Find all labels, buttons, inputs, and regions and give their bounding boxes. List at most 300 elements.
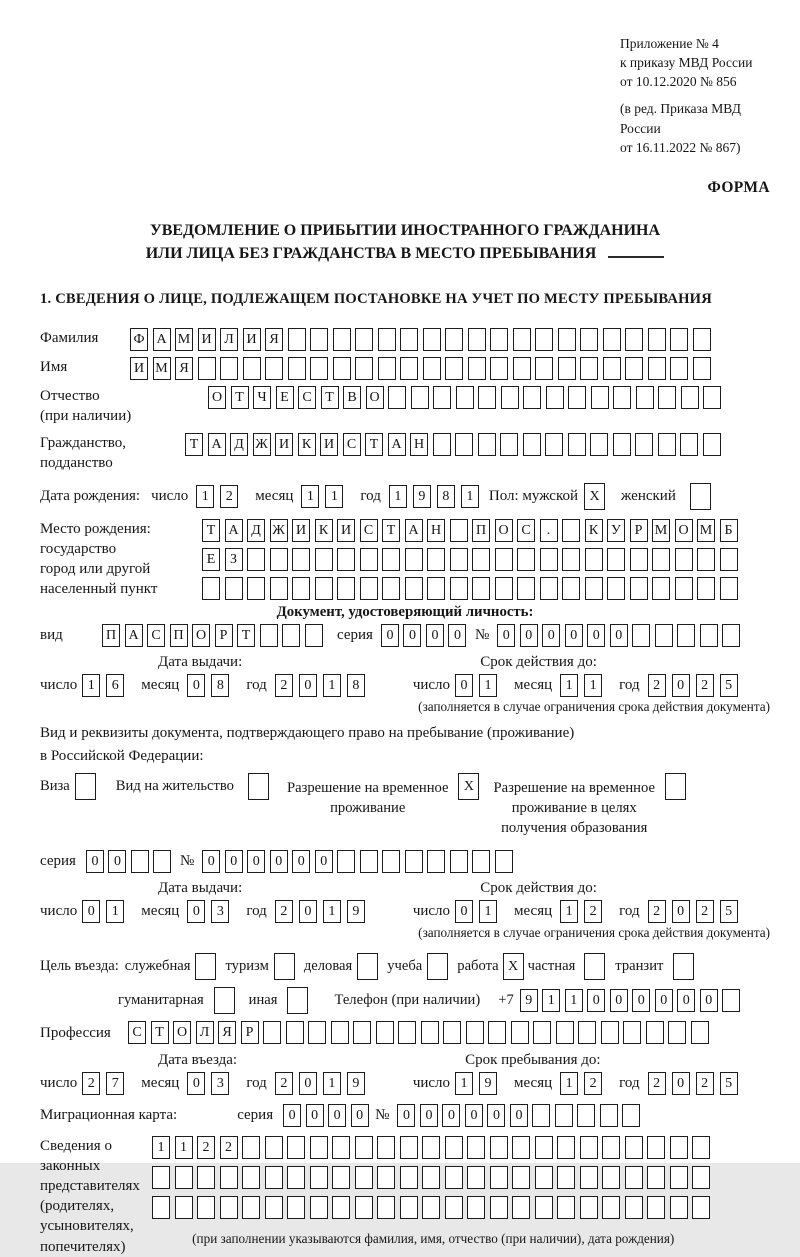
char-box[interactable] bbox=[175, 1166, 193, 1189]
char-box[interactable] bbox=[270, 577, 288, 600]
char-box[interactable] bbox=[360, 577, 378, 600]
char-box[interactable] bbox=[400, 1136, 418, 1159]
char-box[interactable]: И bbox=[243, 328, 261, 351]
char-box[interactable]: О bbox=[675, 519, 693, 542]
purpose-tourism-checkbox[interactable] bbox=[274, 953, 295, 980]
char-box[interactable] bbox=[131, 850, 149, 873]
char-box[interactable] bbox=[332, 1166, 350, 1189]
char-box[interactable] bbox=[337, 548, 355, 571]
char-box[interactable]: С bbox=[298, 386, 316, 409]
char-box[interactable] bbox=[580, 328, 598, 351]
char-box[interactable]: 0 bbox=[328, 1104, 346, 1127]
char-box[interactable] bbox=[405, 548, 423, 571]
char-box[interactable]: 1 bbox=[560, 674, 578, 697]
char-box[interactable] bbox=[400, 1166, 418, 1189]
char-box[interactable]: П bbox=[102, 624, 120, 647]
char-box[interactable] bbox=[532, 1104, 550, 1127]
char-box[interactable] bbox=[270, 548, 288, 571]
char-box[interactable] bbox=[697, 548, 715, 571]
char-box[interactable]: 0 bbox=[283, 1104, 301, 1127]
char-box[interactable] bbox=[382, 577, 400, 600]
female-checkbox[interactable] bbox=[690, 483, 711, 510]
char-box[interactable]: 1 bbox=[584, 674, 602, 697]
char-box[interactable] bbox=[382, 548, 400, 571]
char-box[interactable] bbox=[668, 1021, 686, 1044]
char-box[interactable] bbox=[377, 1166, 395, 1189]
char-box[interactable]: 1 bbox=[106, 900, 124, 923]
char-box[interactable] bbox=[652, 577, 670, 600]
char-box[interactable] bbox=[585, 577, 603, 600]
char-box[interactable] bbox=[337, 850, 355, 873]
purpose-private-checkbox[interactable] bbox=[584, 953, 605, 980]
char-box[interactable]: Т bbox=[382, 519, 400, 542]
char-box[interactable]: 0 bbox=[700, 989, 718, 1012]
char-box[interactable]: 1 bbox=[479, 674, 497, 697]
char-box[interactable]: 2 bbox=[648, 674, 666, 697]
char-box[interactable] bbox=[635, 433, 653, 456]
char-box[interactable] bbox=[456, 386, 474, 409]
char-box[interactable] bbox=[472, 577, 490, 600]
char-box[interactable]: 9 bbox=[347, 900, 365, 923]
char-box[interactable]: 9 bbox=[413, 485, 431, 508]
char-box[interactable] bbox=[558, 357, 576, 380]
char-box[interactable]: 0 bbox=[426, 624, 444, 647]
char-box[interactable]: И bbox=[275, 433, 293, 456]
char-box[interactable]: Б bbox=[720, 519, 738, 542]
char-box[interactable] bbox=[591, 386, 609, 409]
char-box[interactable]: 0 bbox=[610, 624, 628, 647]
char-box[interactable]: Л bbox=[220, 328, 238, 351]
male-checkbox[interactable]: X bbox=[584, 483, 605, 510]
char-box[interactable] bbox=[535, 357, 553, 380]
char-box[interactable]: 2 bbox=[197, 1136, 215, 1159]
char-box[interactable]: О bbox=[366, 386, 384, 409]
char-box[interactable]: У bbox=[607, 519, 625, 542]
char-box[interactable] bbox=[517, 548, 535, 571]
char-box[interactable]: Т bbox=[151, 1021, 169, 1044]
char-box[interactable]: И bbox=[198, 328, 216, 351]
char-box[interactable] bbox=[443, 1021, 461, 1044]
char-box[interactable] bbox=[472, 850, 490, 873]
char-box[interactable] bbox=[590, 433, 608, 456]
char-box[interactable] bbox=[535, 1136, 553, 1159]
char-box[interactable]: С bbox=[360, 519, 378, 542]
char-box[interactable]: 2 bbox=[696, 900, 714, 923]
char-box[interactable]: 0 bbox=[587, 989, 605, 1012]
char-box[interactable]: Т bbox=[365, 433, 383, 456]
char-box[interactable] bbox=[478, 386, 496, 409]
char-box[interactable]: 1 bbox=[196, 485, 214, 508]
char-box[interactable] bbox=[445, 1166, 463, 1189]
char-box[interactable]: Ф bbox=[130, 328, 148, 351]
edu-residence-permit-checkbox[interactable] bbox=[665, 773, 686, 800]
char-box[interactable] bbox=[622, 1104, 640, 1127]
char-box[interactable] bbox=[333, 328, 351, 351]
char-box[interactable] bbox=[247, 577, 265, 600]
char-box[interactable]: 0 bbox=[442, 1104, 460, 1127]
char-box[interactable] bbox=[513, 328, 531, 351]
char-box[interactable] bbox=[693, 328, 711, 351]
char-box[interactable] bbox=[540, 548, 558, 571]
char-box[interactable] bbox=[607, 577, 625, 600]
char-box[interactable] bbox=[287, 1136, 305, 1159]
char-box[interactable] bbox=[703, 386, 721, 409]
char-box[interactable]: 1 bbox=[542, 989, 560, 1012]
char-box[interactable]: 1 bbox=[323, 1072, 341, 1095]
char-box[interactable] bbox=[677, 624, 695, 647]
char-box[interactable]: А bbox=[125, 624, 143, 647]
char-box[interactable]: 2 bbox=[82, 1072, 100, 1095]
char-box[interactable]: 0 bbox=[108, 850, 126, 873]
char-box[interactable] bbox=[556, 1021, 574, 1044]
char-box[interactable] bbox=[625, 357, 643, 380]
char-box[interactable] bbox=[607, 548, 625, 571]
char-box[interactable] bbox=[287, 1166, 305, 1189]
char-box[interactable] bbox=[697, 577, 715, 600]
purpose-work-checkbox[interactable]: X bbox=[503, 953, 524, 980]
char-box[interactable]: 5 bbox=[720, 1072, 738, 1095]
char-box[interactable]: 2 bbox=[220, 485, 238, 508]
char-box[interactable]: И bbox=[292, 519, 310, 542]
char-box[interactable] bbox=[675, 548, 693, 571]
char-box[interactable] bbox=[455, 433, 473, 456]
char-box[interactable] bbox=[468, 357, 486, 380]
char-box[interactable] bbox=[333, 357, 351, 380]
char-box[interactable] bbox=[427, 548, 445, 571]
char-box[interactable]: Р bbox=[241, 1021, 259, 1044]
char-box[interactable] bbox=[670, 1196, 688, 1219]
char-box[interactable]: 1 bbox=[560, 900, 578, 923]
char-box[interactable] bbox=[648, 357, 666, 380]
char-box[interactable] bbox=[562, 519, 580, 542]
char-box[interactable]: П bbox=[472, 519, 490, 542]
char-box[interactable] bbox=[315, 548, 333, 571]
char-box[interactable] bbox=[292, 548, 310, 571]
char-box[interactable] bbox=[580, 1136, 598, 1159]
char-box[interactable] bbox=[265, 357, 283, 380]
char-box[interactable]: 0 bbox=[420, 1104, 438, 1127]
char-box[interactable] bbox=[263, 1021, 281, 1044]
char-box[interactable] bbox=[467, 1136, 485, 1159]
char-box[interactable]: 0 bbox=[587, 624, 605, 647]
char-box[interactable] bbox=[495, 850, 513, 873]
char-box[interactable] bbox=[720, 548, 738, 571]
char-box[interactable] bbox=[220, 357, 238, 380]
char-box[interactable] bbox=[577, 1104, 595, 1127]
char-box[interactable] bbox=[722, 989, 740, 1012]
char-box[interactable]: Т bbox=[202, 519, 220, 542]
char-box[interactable] bbox=[445, 1136, 463, 1159]
char-box[interactable] bbox=[495, 548, 513, 571]
char-box[interactable] bbox=[152, 1196, 170, 1219]
char-box[interactable]: 1 bbox=[152, 1136, 170, 1159]
char-box[interactable]: Ж bbox=[253, 433, 271, 456]
char-box[interactable]: 0 bbox=[465, 1104, 483, 1127]
char-box[interactable] bbox=[490, 1136, 508, 1159]
char-box[interactable] bbox=[720, 577, 738, 600]
char-box[interactable] bbox=[398, 1021, 416, 1044]
purpose-humanitarian-checkbox[interactable] bbox=[214, 987, 235, 1014]
char-box[interactable] bbox=[652, 548, 670, 571]
char-box[interactable] bbox=[423, 357, 441, 380]
char-box[interactable] bbox=[360, 548, 378, 571]
char-box[interactable] bbox=[427, 850, 445, 873]
char-box[interactable]: 1 bbox=[479, 900, 497, 923]
char-box[interactable] bbox=[225, 577, 243, 600]
char-box[interactable]: 1 bbox=[323, 900, 341, 923]
char-box[interactable] bbox=[692, 1196, 710, 1219]
char-box[interactable] bbox=[378, 328, 396, 351]
char-box[interactable]: . bbox=[540, 519, 558, 542]
char-box[interactable] bbox=[646, 1021, 664, 1044]
char-box[interactable]: 2 bbox=[648, 900, 666, 923]
char-box[interactable] bbox=[242, 1136, 260, 1159]
char-box[interactable] bbox=[445, 328, 463, 351]
char-box[interactable]: 0 bbox=[565, 624, 583, 647]
char-box[interactable] bbox=[512, 1196, 530, 1219]
char-box[interactable] bbox=[580, 1196, 598, 1219]
char-box[interactable] bbox=[445, 1196, 463, 1219]
char-box[interactable] bbox=[501, 386, 519, 409]
char-box[interactable] bbox=[355, 1196, 373, 1219]
char-box[interactable]: Д bbox=[230, 433, 248, 456]
char-box[interactable]: С bbox=[128, 1021, 146, 1044]
char-box[interactable]: 2 bbox=[584, 900, 602, 923]
char-box[interactable] bbox=[500, 433, 518, 456]
char-box[interactable] bbox=[490, 1166, 508, 1189]
char-box[interactable]: 0 bbox=[455, 674, 473, 697]
char-box[interactable]: К bbox=[298, 433, 316, 456]
char-box[interactable] bbox=[647, 1136, 665, 1159]
char-box[interactable]: 0 bbox=[397, 1104, 415, 1127]
char-box[interactable] bbox=[282, 624, 300, 647]
char-box[interactable] bbox=[523, 386, 541, 409]
char-box[interactable] bbox=[603, 328, 621, 351]
purpose-study-checkbox[interactable] bbox=[427, 953, 448, 980]
char-box[interactable]: О bbox=[208, 386, 226, 409]
char-box[interactable]: 9 bbox=[347, 1072, 365, 1095]
char-box[interactable]: 0 bbox=[672, 1072, 690, 1095]
char-box[interactable] bbox=[288, 357, 306, 380]
char-box[interactable] bbox=[478, 433, 496, 456]
char-box[interactable]: 0 bbox=[270, 850, 288, 873]
char-box[interactable]: 0 bbox=[487, 1104, 505, 1127]
char-box[interactable] bbox=[355, 357, 373, 380]
char-box[interactable] bbox=[495, 577, 513, 600]
char-box[interactable] bbox=[400, 1196, 418, 1219]
purpose-transit-checkbox[interactable] bbox=[673, 953, 694, 980]
char-box[interactable] bbox=[355, 1136, 373, 1159]
char-box[interactable] bbox=[382, 850, 400, 873]
char-box[interactable] bbox=[580, 357, 598, 380]
char-box[interactable] bbox=[337, 577, 355, 600]
char-box[interactable] bbox=[585, 548, 603, 571]
char-box[interactable]: Т bbox=[231, 386, 249, 409]
char-box[interactable] bbox=[305, 624, 323, 647]
char-box[interactable]: 0 bbox=[520, 624, 538, 647]
char-box[interactable]: Л bbox=[196, 1021, 214, 1044]
char-box[interactable]: Т bbox=[185, 433, 203, 456]
char-box[interactable]: С bbox=[517, 519, 535, 542]
char-box[interactable]: М bbox=[652, 519, 670, 542]
char-box[interactable] bbox=[703, 433, 721, 456]
char-box[interactable]: 3 bbox=[211, 900, 229, 923]
char-box[interactable] bbox=[601, 1021, 619, 1044]
char-box[interactable]: 1 bbox=[461, 485, 479, 508]
char-box[interactable]: 0 bbox=[351, 1104, 369, 1127]
char-box[interactable] bbox=[513, 357, 531, 380]
char-box[interactable]: Д bbox=[247, 519, 265, 542]
char-box[interactable] bbox=[625, 1136, 643, 1159]
char-box[interactable] bbox=[691, 1021, 709, 1044]
char-box[interactable]: И bbox=[130, 357, 148, 380]
char-box[interactable]: 0 bbox=[381, 624, 399, 647]
char-box[interactable] bbox=[152, 1166, 170, 1189]
char-box[interactable] bbox=[625, 328, 643, 351]
char-box[interactable]: 0 bbox=[86, 850, 104, 873]
char-box[interactable]: О bbox=[173, 1021, 191, 1044]
char-box[interactable]: 2 bbox=[648, 1072, 666, 1095]
char-box[interactable]: Я bbox=[218, 1021, 236, 1044]
char-box[interactable] bbox=[670, 328, 688, 351]
char-box[interactable] bbox=[625, 1166, 643, 1189]
char-box[interactable] bbox=[632, 624, 650, 647]
char-box[interactable] bbox=[421, 1021, 439, 1044]
char-box[interactable]: Н bbox=[427, 519, 445, 542]
char-box[interactable]: М bbox=[175, 328, 193, 351]
char-box[interactable] bbox=[310, 328, 328, 351]
char-box[interactable]: К bbox=[315, 519, 333, 542]
char-box[interactable]: 0 bbox=[672, 674, 690, 697]
char-box[interactable]: 0 bbox=[82, 900, 100, 923]
char-box[interactable] bbox=[242, 1196, 260, 1219]
char-box[interactable]: А bbox=[225, 519, 243, 542]
char-box[interactable] bbox=[630, 577, 648, 600]
char-box[interactable] bbox=[153, 850, 171, 873]
char-box[interactable] bbox=[557, 1166, 575, 1189]
char-box[interactable]: Ч bbox=[253, 386, 271, 409]
char-box[interactable] bbox=[422, 1136, 440, 1159]
char-box[interactable] bbox=[423, 328, 441, 351]
char-box[interactable] bbox=[555, 1104, 573, 1127]
char-box[interactable] bbox=[376, 1021, 394, 1044]
char-box[interactable] bbox=[511, 1021, 529, 1044]
char-box[interactable] bbox=[388, 386, 406, 409]
char-box[interactable]: Я bbox=[175, 357, 193, 380]
char-box[interactable]: 2 bbox=[584, 1072, 602, 1095]
char-box[interactable]: 1 bbox=[560, 1072, 578, 1095]
char-box[interactable] bbox=[623, 1021, 641, 1044]
char-box[interactable] bbox=[466, 1021, 484, 1044]
char-box[interactable] bbox=[445, 357, 463, 380]
char-box[interactable] bbox=[692, 1136, 710, 1159]
char-box[interactable]: 1 bbox=[325, 485, 343, 508]
char-box[interactable] bbox=[315, 577, 333, 600]
char-box[interactable] bbox=[613, 433, 631, 456]
char-box[interactable]: 1 bbox=[455, 1072, 473, 1095]
char-box[interactable]: 2 bbox=[275, 674, 293, 697]
char-box[interactable]: 0 bbox=[187, 1072, 205, 1095]
char-box[interactable]: 0 bbox=[542, 624, 560, 647]
char-box[interactable]: 0 bbox=[299, 900, 317, 923]
char-box[interactable] bbox=[681, 386, 699, 409]
char-box[interactable] bbox=[490, 1196, 508, 1219]
char-box[interactable] bbox=[647, 1166, 665, 1189]
char-box[interactable] bbox=[310, 1196, 328, 1219]
char-box[interactable] bbox=[625, 1196, 643, 1219]
temp-residence-permit-checkbox[interactable]: X bbox=[458, 773, 479, 800]
char-box[interactable] bbox=[427, 577, 445, 600]
char-box[interactable]: 1 bbox=[82, 674, 100, 697]
char-box[interactable] bbox=[655, 624, 673, 647]
char-box[interactable]: 0 bbox=[632, 989, 650, 1012]
char-box[interactable] bbox=[433, 386, 451, 409]
char-box[interactable] bbox=[332, 1136, 350, 1159]
char-box[interactable]: 0 bbox=[403, 624, 421, 647]
char-box[interactable] bbox=[692, 1166, 710, 1189]
char-box[interactable] bbox=[490, 328, 508, 351]
char-box[interactable] bbox=[243, 357, 261, 380]
char-box[interactable] bbox=[286, 1021, 304, 1044]
char-box[interactable] bbox=[488, 1021, 506, 1044]
char-box[interactable]: 0 bbox=[202, 850, 220, 873]
char-box[interactable] bbox=[568, 433, 586, 456]
char-box[interactable]: 0 bbox=[247, 850, 265, 873]
char-box[interactable] bbox=[533, 1021, 551, 1044]
char-box[interactable] bbox=[198, 357, 216, 380]
char-box[interactable]: 6 bbox=[106, 674, 124, 697]
char-box[interactable] bbox=[630, 548, 648, 571]
char-box[interactable]: М bbox=[153, 357, 171, 380]
purpose-other-checkbox[interactable] bbox=[287, 987, 308, 1014]
char-box[interactable]: 0 bbox=[672, 900, 690, 923]
char-box[interactable]: 5 bbox=[720, 674, 738, 697]
char-box[interactable] bbox=[265, 1166, 283, 1189]
char-box[interactable]: 0 bbox=[306, 1104, 324, 1127]
char-box[interactable] bbox=[265, 1196, 283, 1219]
char-box[interactable] bbox=[680, 433, 698, 456]
char-box[interactable] bbox=[308, 1021, 326, 1044]
char-box[interactable] bbox=[546, 386, 564, 409]
char-box[interactable]: 0 bbox=[292, 850, 310, 873]
char-box[interactable] bbox=[700, 624, 718, 647]
char-box[interactable] bbox=[422, 1166, 440, 1189]
char-box[interactable] bbox=[636, 386, 654, 409]
char-box[interactable] bbox=[450, 548, 468, 571]
char-box[interactable]: И bbox=[337, 519, 355, 542]
char-box[interactable] bbox=[288, 328, 306, 351]
char-box[interactable] bbox=[355, 1166, 373, 1189]
char-box[interactable]: З bbox=[225, 548, 243, 571]
char-box[interactable]: 3 bbox=[211, 1072, 229, 1095]
char-box[interactable] bbox=[260, 624, 278, 647]
char-box[interactable] bbox=[580, 1166, 598, 1189]
char-box[interactable]: 2 bbox=[696, 674, 714, 697]
char-box[interactable]: 0 bbox=[655, 989, 673, 1012]
char-box[interactable]: 1 bbox=[565, 989, 583, 1012]
char-box[interactable] bbox=[360, 850, 378, 873]
char-box[interactable]: А bbox=[388, 433, 406, 456]
char-box[interactable] bbox=[540, 577, 558, 600]
char-box[interactable] bbox=[562, 577, 580, 600]
char-box[interactable] bbox=[517, 577, 535, 600]
char-box[interactable]: 5 bbox=[720, 900, 738, 923]
char-box[interactable]: Е bbox=[276, 386, 294, 409]
char-box[interactable] bbox=[670, 357, 688, 380]
char-box[interactable]: 0 bbox=[187, 674, 205, 697]
char-box[interactable]: 0 bbox=[455, 900, 473, 923]
char-box[interactable] bbox=[602, 1136, 620, 1159]
